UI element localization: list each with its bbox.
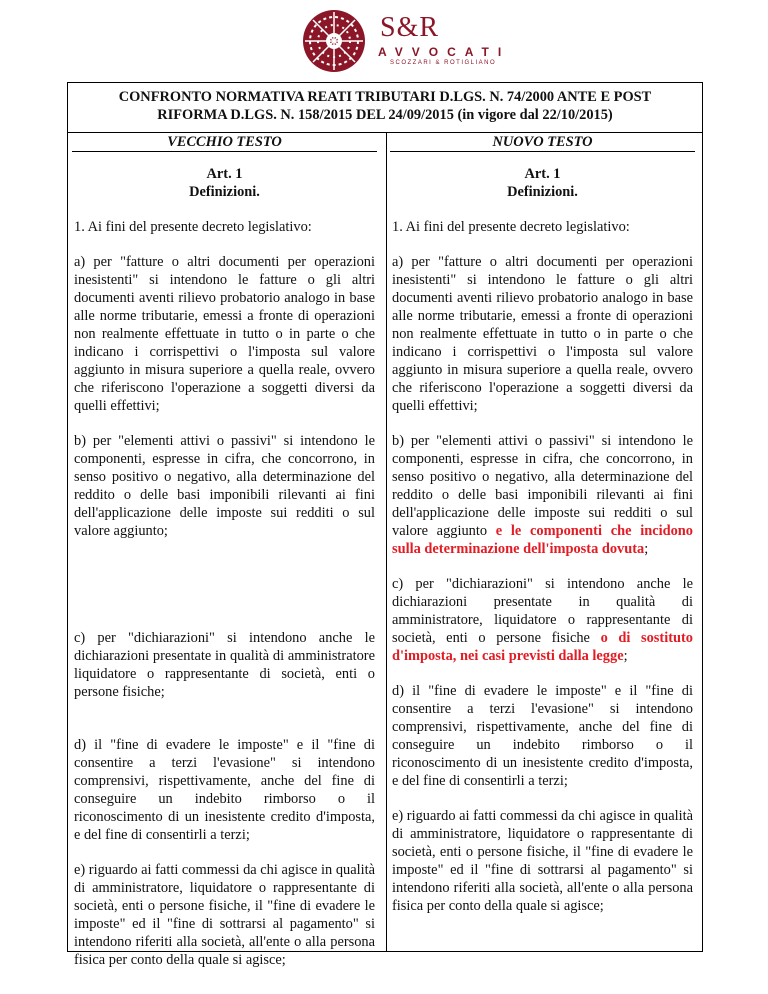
new-text-heading: NUOVO TESTO xyxy=(390,133,695,152)
old-art-number: Art. 1 xyxy=(206,166,243,182)
new-letter-a: a) per "fatture o altri documenti per operazioni inesistenti" si intendono le fatture o gli altri documenti aventi rilievo probatorio analogo in base alle norme tributarie, emessi a fronte di operazioni non realmente effettuate in tutto o in parte o che indicano i corrispettivi o l'imposta sul valore aggiunto in misura superiore a quella reale, ovvero che riferiscono l'operazione a soggetti diversi da quelli effettivi; xyxy=(392,254,693,414)
title-line-2: RIFORMA D.LGS. N. 158/2015 DEL 24/09/2015 (in vigore dal 22/10/2015) xyxy=(157,107,613,123)
new-letter-b-end: ; xyxy=(644,541,649,557)
comparison-table xyxy=(67,82,703,968)
new-letter-c-amendment: o di sostituto d'imposta, nei casi previsti dalla legge xyxy=(392,630,693,664)
new-letter-c xyxy=(392,575,693,665)
firm-logo xyxy=(298,8,511,72)
logo-initials: S&R xyxy=(380,12,440,43)
new-art-title: Definizioni. xyxy=(507,184,578,200)
old-text-heading: VECCHIO TESTO xyxy=(72,133,377,152)
new-letter-e: e) riguardo ai fatti commessi da chi agisce in qualità di amministratore, liquidatore o rappresentante di società, enti o persone fisiche, il "fine di evadere le imposte" ed il "fine di sottrarsi al pagamento" si intendono riferiti alla società, all'ente o alla persona fisica per conto della quale si agisce; xyxy=(392,808,693,914)
new-letter-c-text: c) per "dichiarazioni" si intendono anche le dichiarazioni presentate in qualità di amministratore, liquidatore o rappresentante di società, enti o persone fisiche xyxy=(392,576,693,646)
new-letter-d: d) il "fine di evadere le imposte" e il "fine di consentire a terzi l'evasione" si intendono comprensivi, rispettivamente, anche del fine di conseguire un indebito rimborso o il riconoscimento di un inesistente credito d'imposta, e del fine di consentirli a terzi; xyxy=(392,683,693,789)
new-letter-b-text: b) per "elementi attivi o passivi" si intendono le componenti, espresse in cifra, che concorrono, in senso positivo o negativo, alla determinazione del reddito o delle basi imponibili rilevanti ai fini dell'applicazione delle imposte sui redditi o sul valore aggiunto xyxy=(392,433,693,539)
old-letter-a: a) per "fatture o altri documenti per operazioni inesistenti" si intendono le fatture o gli altri documenti aventi rilievo probatorio analogo in base alle norme tributarie, emessi a fronte di operazioni non realmente effettuate in tutto o in parte o che indicano i corrispettivi o l'imposta sul valore aggiunto in misura superiore a quella reale, ovvero che riferiscono l'operazione a soggetti diversi da quelli effettivi; xyxy=(74,254,375,414)
document-title xyxy=(68,83,702,133)
new-letter-c-end: ; xyxy=(623,648,628,664)
old-letter-c: c) per "dichiarazioni" si intendono anche le dichiarazioni presentate in qualità di amministratore liquidatore o rappresentante di società, enti o persone fisiche; xyxy=(74,630,375,700)
new-letter-b-amendment: e le componenti che incidono sulla determinazione dell'imposta dovuta xyxy=(392,523,693,557)
old-text-column xyxy=(74,133,375,969)
rosette-icon xyxy=(298,8,370,74)
new-letter-b xyxy=(392,432,693,558)
new-intro: 1. Ai fini del presente decreto legislativo: xyxy=(392,219,630,235)
new-art-number: Art. 1 xyxy=(524,166,561,182)
columns xyxy=(68,133,702,968)
logo-word: AVVOCATI xyxy=(378,45,511,59)
new-text-column xyxy=(392,133,693,915)
old-art-title: Definizioni. xyxy=(189,184,260,200)
old-letter-d: d) il "fine di evadere le imposte" e il "fine di consentire a terzi l'evasione" si intendono comprensivi, rispettivamente, anche del fine di conseguire un indebito rimborso o il riconoscimento di un inesistente credito d'imposta, e del fine di consentirli a terzi; xyxy=(74,737,375,843)
title-line-1: CONFRONTO NORMATIVA REATI TRIBUTARI D.LGS. N. 74/2000 ANTE E POST xyxy=(118,89,652,105)
old-letter-b: b) per "elementi attivi o passivi" si intendono le componenti, espresse in cifra, che concorrono, in senso positivo o negativo, alla determinazione del reddito o delle basi imponibili rilevanti ai fini dell'applicazione delle imposte sui redditi o sul valore aggiunto; xyxy=(74,433,375,539)
column-divider xyxy=(386,133,387,951)
old-letter-e: e) riguardo ai fatti commessi da chi agisce in qualità di amministratore, liquidatore o rappresentante di società, enti o persone fisiche, il "fine di evadere le imposte" ed il "fine di sottrarsi al pagamento" si intendono riferiti alla società, all'ente o alla persona fisica per conto della quale si agisce; xyxy=(74,862,375,968)
logo-names: SCOZZARI & ROTIGLIANO xyxy=(390,60,497,66)
old-intro: 1. Ai fini del presente decreto legislativo: xyxy=(74,219,312,235)
